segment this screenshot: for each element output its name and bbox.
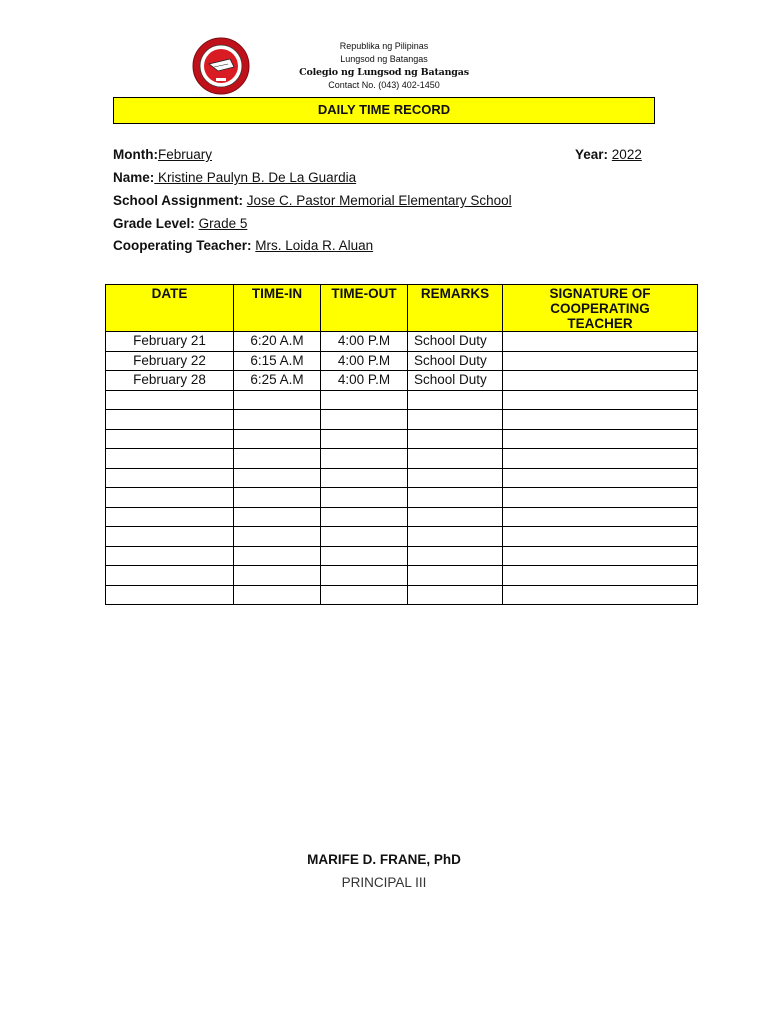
header-remarks: REMARKS bbox=[408, 285, 503, 332]
cell-time-in: 6:20 A.M bbox=[234, 332, 321, 352]
city-text: Lungsod ng Batangas bbox=[340, 54, 428, 64]
table-row bbox=[106, 566, 698, 586]
grade-level-value: Grade 5 bbox=[198, 216, 248, 231]
cell-signature bbox=[503, 468, 698, 488]
letterhead bbox=[284, 40, 484, 92]
header-time-out: TIME-OUT bbox=[321, 285, 408, 332]
cell-time-out bbox=[321, 585, 408, 605]
cell-remarks bbox=[408, 488, 503, 508]
cell-date bbox=[106, 585, 234, 605]
table-row bbox=[106, 507, 698, 527]
cell-time-out bbox=[321, 449, 408, 469]
document-title: DAILY TIME RECORD bbox=[113, 97, 655, 124]
table-row bbox=[106, 351, 698, 371]
table-row bbox=[106, 371, 698, 391]
cell-time-out: 4:00 P.M bbox=[321, 351, 408, 371]
cell-date bbox=[106, 390, 234, 410]
time-record-table bbox=[105, 284, 698, 605]
cell-time-in bbox=[234, 585, 321, 605]
table-row bbox=[106, 429, 698, 449]
cell-remarks bbox=[408, 585, 503, 605]
cell-signature bbox=[503, 351, 698, 371]
cell-time-out bbox=[321, 507, 408, 527]
table-row bbox=[106, 527, 698, 547]
cell-remarks: School Duty bbox=[408, 351, 503, 371]
grade-level-line bbox=[113, 216, 247, 231]
cell-signature bbox=[503, 585, 698, 605]
cell-time-in: 6:15 A.M bbox=[234, 351, 321, 371]
month-value: February bbox=[157, 147, 213, 162]
cell-time-out bbox=[321, 546, 408, 566]
grade-level-label: Grade Level: bbox=[113, 216, 195, 231]
cell-time-out: 4:00 P.M bbox=[321, 371, 408, 391]
cell-remarks bbox=[408, 390, 503, 410]
cell-date bbox=[106, 546, 234, 566]
cell-signature bbox=[503, 449, 698, 469]
header-date: DATE bbox=[106, 285, 234, 332]
cell-date: February 28 bbox=[106, 371, 234, 391]
table-row bbox=[106, 449, 698, 469]
cell-remarks bbox=[408, 410, 503, 430]
cell-signature bbox=[503, 410, 698, 430]
cell-time-in bbox=[234, 546, 321, 566]
name-value: Kristine Paulyn B. De La Guardia bbox=[154, 170, 357, 185]
name-label: Name: bbox=[113, 170, 155, 185]
table-row bbox=[106, 410, 698, 430]
cell-remarks bbox=[408, 566, 503, 586]
cell-date bbox=[106, 507, 234, 527]
cell-signature bbox=[503, 566, 698, 586]
cell-date bbox=[106, 527, 234, 547]
school-seal-logo bbox=[192, 37, 250, 95]
cell-signature bbox=[503, 371, 698, 391]
principal-name: MARIFE D. FRANE, PhD bbox=[307, 852, 461, 867]
cell-signature bbox=[503, 390, 698, 410]
school-assignment-value: Jose C. Pastor Memorial Elementary School bbox=[246, 193, 512, 208]
cell-date: February 21 bbox=[106, 332, 234, 352]
cell-time-in: 6:25 A.M bbox=[234, 371, 321, 391]
table-row bbox=[106, 332, 698, 352]
cell-signature bbox=[503, 429, 698, 449]
contact-text: Contact No. (043) 402-1450 bbox=[328, 80, 440, 90]
table-row bbox=[106, 546, 698, 566]
cell-time-in bbox=[234, 488, 321, 508]
cell-remarks bbox=[408, 449, 503, 469]
month-line bbox=[113, 147, 212, 162]
cell-remarks bbox=[408, 468, 503, 488]
year-value: 2022 bbox=[611, 147, 642, 162]
school-name-text: Colegio ng Lungsod ng Batangas bbox=[299, 67, 469, 78]
cell-time-in bbox=[234, 507, 321, 527]
cell-time-out bbox=[321, 390, 408, 410]
cell-remarks bbox=[408, 507, 503, 527]
cell-signature bbox=[503, 546, 698, 566]
principal-title: PRINCIPAL III bbox=[341, 875, 427, 890]
cell-remarks: School Duty bbox=[408, 371, 503, 391]
table-row bbox=[106, 468, 698, 488]
table-row bbox=[106, 390, 698, 410]
cell-date: February 22 bbox=[106, 351, 234, 371]
year-label: Year: bbox=[575, 147, 609, 162]
cell-time-out bbox=[321, 527, 408, 547]
header-time-in: TIME-IN bbox=[234, 285, 321, 332]
cell-remarks bbox=[408, 546, 503, 566]
cell-time-in bbox=[234, 429, 321, 449]
cell-signature bbox=[503, 488, 698, 508]
cooperating-teacher-value: Mrs. Loida R. Aluan bbox=[255, 238, 374, 253]
cell-remarks bbox=[408, 429, 503, 449]
cell-time-out bbox=[321, 566, 408, 586]
table-row bbox=[106, 585, 698, 605]
cell-time-out bbox=[321, 410, 408, 430]
table-header-row bbox=[106, 285, 698, 332]
cell-time-in bbox=[234, 527, 321, 547]
cell-remarks bbox=[408, 527, 503, 547]
cell-time-out: 4:00 P.M bbox=[321, 332, 408, 352]
cell-signature bbox=[503, 507, 698, 527]
cell-time-in bbox=[234, 468, 321, 488]
cell-date bbox=[106, 449, 234, 469]
year-line bbox=[575, 147, 642, 162]
cell-time-out bbox=[321, 429, 408, 449]
table-row bbox=[106, 488, 698, 508]
cell-signature bbox=[503, 527, 698, 547]
cell-time-in bbox=[234, 410, 321, 430]
name-line bbox=[113, 170, 356, 185]
cell-time-in bbox=[234, 449, 321, 469]
cell-remarks: School Duty bbox=[408, 332, 503, 352]
cell-date bbox=[106, 429, 234, 449]
header-signature: SIGNATURE OF COOPERATING TEACHER bbox=[503, 285, 698, 332]
cell-time-out bbox=[321, 468, 408, 488]
school-assignment-line bbox=[113, 193, 512, 208]
school-assignment-label: School Assignment: bbox=[113, 193, 244, 208]
republic-text: Republika ng Pilipinas bbox=[339, 41, 429, 51]
cell-date bbox=[106, 468, 234, 488]
cell-time-in bbox=[234, 390, 321, 410]
table-body bbox=[106, 332, 698, 605]
cell-time-out bbox=[321, 488, 408, 508]
cell-signature bbox=[503, 332, 698, 352]
month-label: Month: bbox=[113, 147, 158, 162]
cell-date bbox=[106, 410, 234, 430]
cooperating-teacher-line bbox=[113, 238, 373, 253]
cooperating-teacher-label: Cooperating Teacher: bbox=[113, 238, 252, 253]
cell-date bbox=[106, 566, 234, 586]
cell-time-in bbox=[234, 566, 321, 586]
cell-date bbox=[106, 488, 234, 508]
